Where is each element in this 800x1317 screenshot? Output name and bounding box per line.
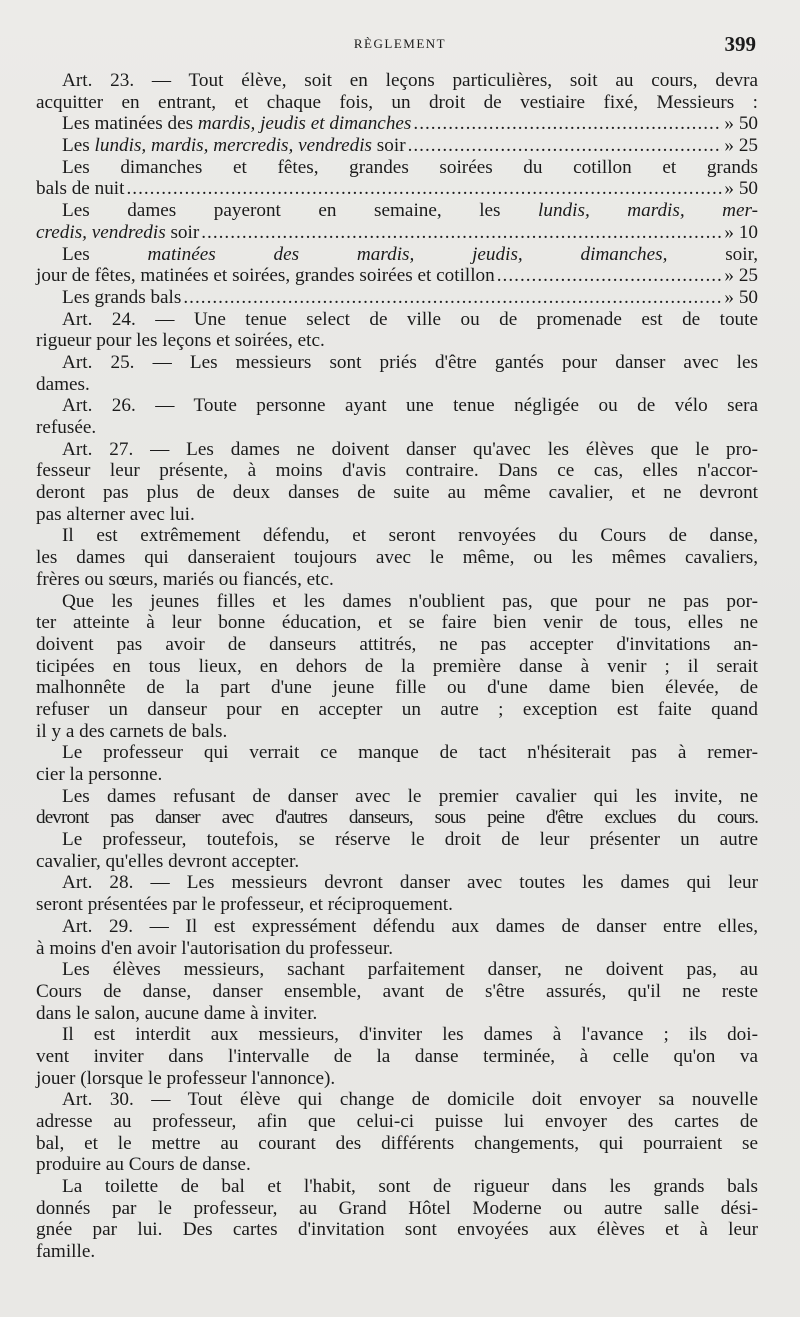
text-line: Art. 24. — Une tenue select de ville ou de promenade est de toute [62,308,758,330]
running-title: RÈGLEMENT [353,36,447,51]
dot-leader [413,113,722,135]
tariff-label: Les lundis, mardis, mercredis, vendredis soir [62,135,406,157]
page-number: 399 [724,32,756,56]
text-line: Les matinées des mardis, jeudis, dimanches, soir, [62,243,758,265]
text-line: acquitter en entrant, et chaque fois, un droit de vestiaire fixé, Messieurs : [36,91,758,113]
text-line: refuser un danseur pour en accepter un autre ; exception est faite quand [36,698,758,720]
text-line: donnés par le professeur, au Grand Hôtel Moderne ou autre salle dési- [36,1197,758,1219]
dot-leader [497,265,723,287]
text-line: gnée par lui. Des cartes d'invitation sont envoyées aux élèves et à leur [36,1219,758,1241]
tariff-label: Les matinées des mardis, jeudis et dimanches [62,113,412,135]
text-line: Art. 29. — Il est expressément défendu aux dames de danser entre elles, [62,915,758,937]
tariff-label: jour de fêtes, matinées et soirées, grandes soirées et cotillon [36,265,495,287]
text-line: cavalier, qu'elles devront accepter. [36,850,300,872]
text-line: Art. 23. — Tout élève, soit en leçons particulières, soit au cours, devra [62,70,758,91]
text-line: Le professeur, toutefois, se réserve le droit de leur présenter un autre [62,829,758,851]
tariff-line [36,178,758,200]
text-line: Les dames payeront en semaine, les lundis, mardis, mer- [62,200,759,222]
text-line: Art. 25. — Les messieurs sont priés d'être gantés pour danser avec les [62,351,758,373]
text-line: ticipées en tous lieux, en dehors de la première danse à venir ; il serait [36,655,758,677]
text-line: Cours de danse, danser ensemble, avant de s'être assurés, qu'il ne reste [36,980,758,1002]
dot-leader [408,135,723,157]
text-line: à moins d'en avoir l'autorisation du professeur. [36,937,394,959]
tariff-price: » 50 [724,286,758,308]
text-line: pas alterner avec lui. [36,503,195,525]
tariff-price: » 50 [724,113,758,135]
text-line: Art. 30. — Tout élève qui change de domicile doit envoyer sa nouvelle [62,1089,758,1111]
text-line: vent inviter dans l'intervalle de la danse terminée, à celle qu'on va [36,1045,758,1067]
text-line: jouer (lorsque le professeur l'annonce). [36,1067,336,1089]
tariff-line [36,222,758,244]
text-line: famille. [36,1241,96,1263]
text-line: Art. 26. — Toute personne ayant une tenue négligée ou de vélo sera [62,395,758,417]
tariff-price: » 25 [724,265,758,287]
tariff-price: » 25 [724,135,758,157]
text-line: frères ou sœurs, mariés ou fiancés, etc. [36,568,334,590]
page-header [0,32,800,60]
dot-leader [126,178,722,200]
tariff-label: Les grands bals [62,286,182,308]
text-line: Les dames refusant de danser avec le premier cavalier qui les invite, ne [62,785,758,807]
tariff-label: credis, vendredis soir [36,221,200,243]
text-line: Les élèves messieurs, sachant parfaitement danser, ne doivent pas, au [62,959,758,981]
text-line: dames. [36,373,90,395]
text-line: Art. 27. — Les dames ne doivent danser qu'avec les élèves que le pro- [62,438,758,460]
text-line: adresse au professeur, afin que celui-ci puisse lui envoyer des cartes de [36,1111,758,1132]
text-line: Art. 28. — Les messieurs devront danser avec toutes les dames qui leur [62,872,758,894]
text-line: cier la personne. [36,764,163,785]
tariff-line [36,113,758,135]
text-line: Le professeur qui verrait ce manque de tact n'hésiterait pas à remer- [62,742,758,764]
text-line: doivent pas avoir de danseurs attitrés, ne pas accepter d'invitations an- [36,633,758,655]
text-line: La toilette de bal et l'habit, sont de rigueur dans les grands bals [62,1176,758,1198]
text-line: les dames qui danseraient toujours avec le même, ou les mêmes cavaliers, [36,547,758,569]
text-line: deront pas plus de deux danses de suite au même cavalier, et ne devront [36,482,758,504]
text-line: seront présentées par le professeur, et réciproquement. [36,894,453,916]
text-line: Que les jeunes filles et les dames n'oublient pas, que pour ne pas por- [62,590,758,612]
tariff-price: » 50 [724,178,758,200]
text-line: malhonnête de la part d'une jeune fille ou d'une dame bien élevée, de [36,677,758,699]
text-line: dans le salon, aucune dame à inviter. [36,1002,318,1024]
tariff-line [36,135,758,157]
text-line: fesseur leur présente, à moins d'avis contraire. Dans ce cas, elles n'accor- [36,460,758,482]
text-line: ter atteinte à leur bonne éducation, et se faire bien venir de tous, elles ne [36,612,758,634]
text-line: produire au Cours de danse. [36,1154,251,1176]
tariff-line [36,265,758,287]
tariff-price: » 10 [724,221,758,243]
dot-leader [201,222,722,244]
tariff-line [36,287,758,309]
text-line: Il est interdit aux messieurs, d'inviter les dames à l'avance ; ils doi- [62,1024,758,1046]
tariff-label: bals de nuit [36,178,125,200]
text-line: Il est extrêmement défendu, et seront renvoyées du Cours de danse, [62,525,758,547]
dot-leader [183,287,722,309]
text-line: refusée. [36,417,97,438]
text-line: il y a des carnets de bals. [36,720,228,742]
body-text [36,70,758,1263]
text-line: rigueur pour les leçons et soirées, etc. [36,330,325,352]
text-line: devront pas danser avec d'autres danseurs, sous peine d'être exclues du cours. [36,807,758,829]
text-line: Les dimanches et fêtes, grandes soirées du cotillon et grands [62,156,758,178]
text-line: bal, et le mettre au courant des différents changements, qui pourraient se [36,1132,758,1154]
